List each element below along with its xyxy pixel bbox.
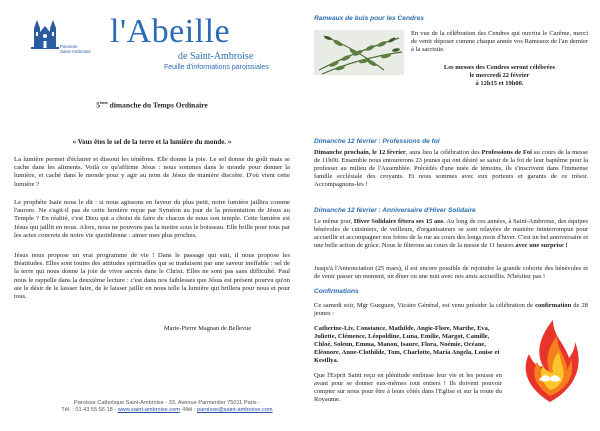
confirmands-list: Catherine-Liv, Constance, Mathilde, Angie-Flore, Marthe, Eva, Juliette, Clémence, Léopoldine, Luna, Emilie, Margot, Camille, Chloé, Solenn, Emma, Manon, Isaure, Flora, Noémie, Océane, Eléonore, Anne-Clothilde, Tom, Charlotte, Maria Angela, Louise et Kestllya.	[314, 325, 500, 364]
homily-quote: « Vous êtes le sel de la terre et la lumière du monde. »	[72, 138, 232, 146]
brand-description: Feuille d'informations paroissiales	[164, 64, 269, 71]
church-icon	[30, 18, 60, 50]
homily-paragraph-3: Jésus nous propose un vrai programme de vie ! Dans le passage qui suit, il nous propose les Béatitudes. Elles sont toutes des attitudes spirituelles qui se traduisent par une saveur ineffable : sel de la terre qui nous donne la joie de vivre ancrés dans le Christ. Elles ne sont pas sans difficulté. Paul nous le rappelle dans la deuxième lecture : c'est dans nos faiblesses que Jésus est présent pourvu qu'on aie le désir de le laisser faire, de le laisser jaillir en nous telle la lumière qui brillera pour nous et pour tous.	[14, 252, 290, 301]
cendres-mass-times: Les messes des Cendres seront célébrées le mercredi 22 février à 12h15 et 19h00.	[443, 64, 556, 87]
brand-subtitle: de Saint-Ambroise	[178, 51, 254, 62]
confirmations-heading: Confirmations	[314, 288, 359, 295]
homily-signature: Marie-Pierre Magnan de Bellevue	[164, 325, 252, 332]
footer	[44, 400, 290, 414]
left-column	[14, 10, 290, 425]
cendres-text: En vue de la célébration des Cendres qui ouvrira le Carême, merci de venir déposer comme chaque année vos Rameaux de l'an dernier à la sacristie.	[411, 30, 588, 53]
palm-branches-icon	[314, 30, 404, 75]
holy-spirit-flame-icon	[519, 318, 581, 404]
brand-title: l'Abeille	[110, 13, 231, 50]
hiver-heading: Dimanche 12 février : Anniversaire d'Hiver Solidaire	[314, 207, 476, 214]
footer-contact: Tél. : 01 43 55 56 18 - www.saint-ambroise.com -Mél : paroisse@saint-ambroise.com	[61, 407, 273, 413]
confirmations-intro: Ce samedi soir, Mgr Gueguen, Vicaire Général, est venu présider la célébration de confirmation de 28 jeunes :	[314, 302, 588, 317]
right-column	[314, 10, 588, 425]
hiver-text-1: Le même jour, Hiver Solidaire fêtera ses 15 ans. Au long de ces années, à Saint-Ambroise, des équipes bénévoles de cuisiniers, de veilleurs, d'organisateurs se sont relayées de manière ininterrompue pour accueillir et accompagner nos frères de la rue au cours des longs mois d'hiver. C'est un bel anniversaire et une belle action de grâce. Nous le fêterons au cours de la messe de 11 heures avec une surprise !	[314, 218, 589, 249]
profession-heading: Dimanche 12 février : Professions de foi	[314, 138, 440, 145]
hiver-text-2: Jusqu'à l'Annonciation (25 mars), il est encore possible de rejoindre la grande cohorte des bénévoles et de venir passer un moment, un dîner ou une nuit avec nos amis accueillis. N'hésitez pas !	[314, 265, 588, 280]
confirmations-closing: Que l'Esprit Saint reçu en plénitude embrase leur vie et les pousse en avant pour se donner eux-mêmes tout entiers ! Ils doivent pouvoir compter sur nous pour être à leurs côtés dans l'Eglise et sur la route du Royaume.	[314, 372, 502, 403]
parish-name: Paroisse Saint-Ambroise	[60, 44, 91, 54]
footer-address: Paroisse Catholique Saint-Ambroise - 33, Avenue Parmentier 75011 Paris -	[73, 400, 261, 406]
homily-paragraph-2: Le prophète Isaïe nous le dit : si nous agissons en faveur du plus petit, notre lumière jaillira comme l'aurore. Ne s'agit-il pas de cette lumière reçue par Syméon au jour de la présentation de Jésus au Temple ? En réalité, c'est Dieu qui a choisi de faire de chacun de nous son temple. Cette lumière est Jésus qui jaillit en nous. Alors, nous ne pouvons pas la mettre sous le boisseau. Elle brille pour tous par les actes concrets de notre vie quotidienne : aimer mes plus proches.	[14, 199, 291, 239]
cendres-heading: Rameaux de buis pour les Cendres	[314, 15, 424, 22]
homily-paragraph-1: La lumière permet d'éclairer et dissout les ténèbres. Elle donne la joie. Le sel donne du goût mais se cache dans les aliments. Voilà ce qu'affirme Jésus : nous sommes dans le monde pour donner la lumière, et caché dans le monde pour y agir au nom de Jésus de manière discrète. D'où vient cette lumière ?	[14, 156, 290, 188]
profession-text: Dimanche prochain, le 12 février, aura lieu la célébration des Professions de Foi au cours de la messe de 11h00. Ensemble nous entourerons 23 jeunes qui ont désiré se saisir de la foi de leur baptême pour la professer au milieu de l'Assemblée. Précédés d'une nuée de témoins, ils s'inscrivent dans l'immense famille ecclésiale des croyants. Et nous sommes avec eux porteurs et garants de ce trésor. Accompagnons-les !	[314, 149, 588, 188]
masthead	[14, 10, 290, 80]
email-link[interactable]: paroisse@saint-ambroise.com	[196, 407, 273, 413]
sunday-title: 5ème dimanche du Temps Ordinaire	[96, 100, 208, 110]
website-link[interactable]: www.saint-ambroise.com	[117, 407, 180, 413]
